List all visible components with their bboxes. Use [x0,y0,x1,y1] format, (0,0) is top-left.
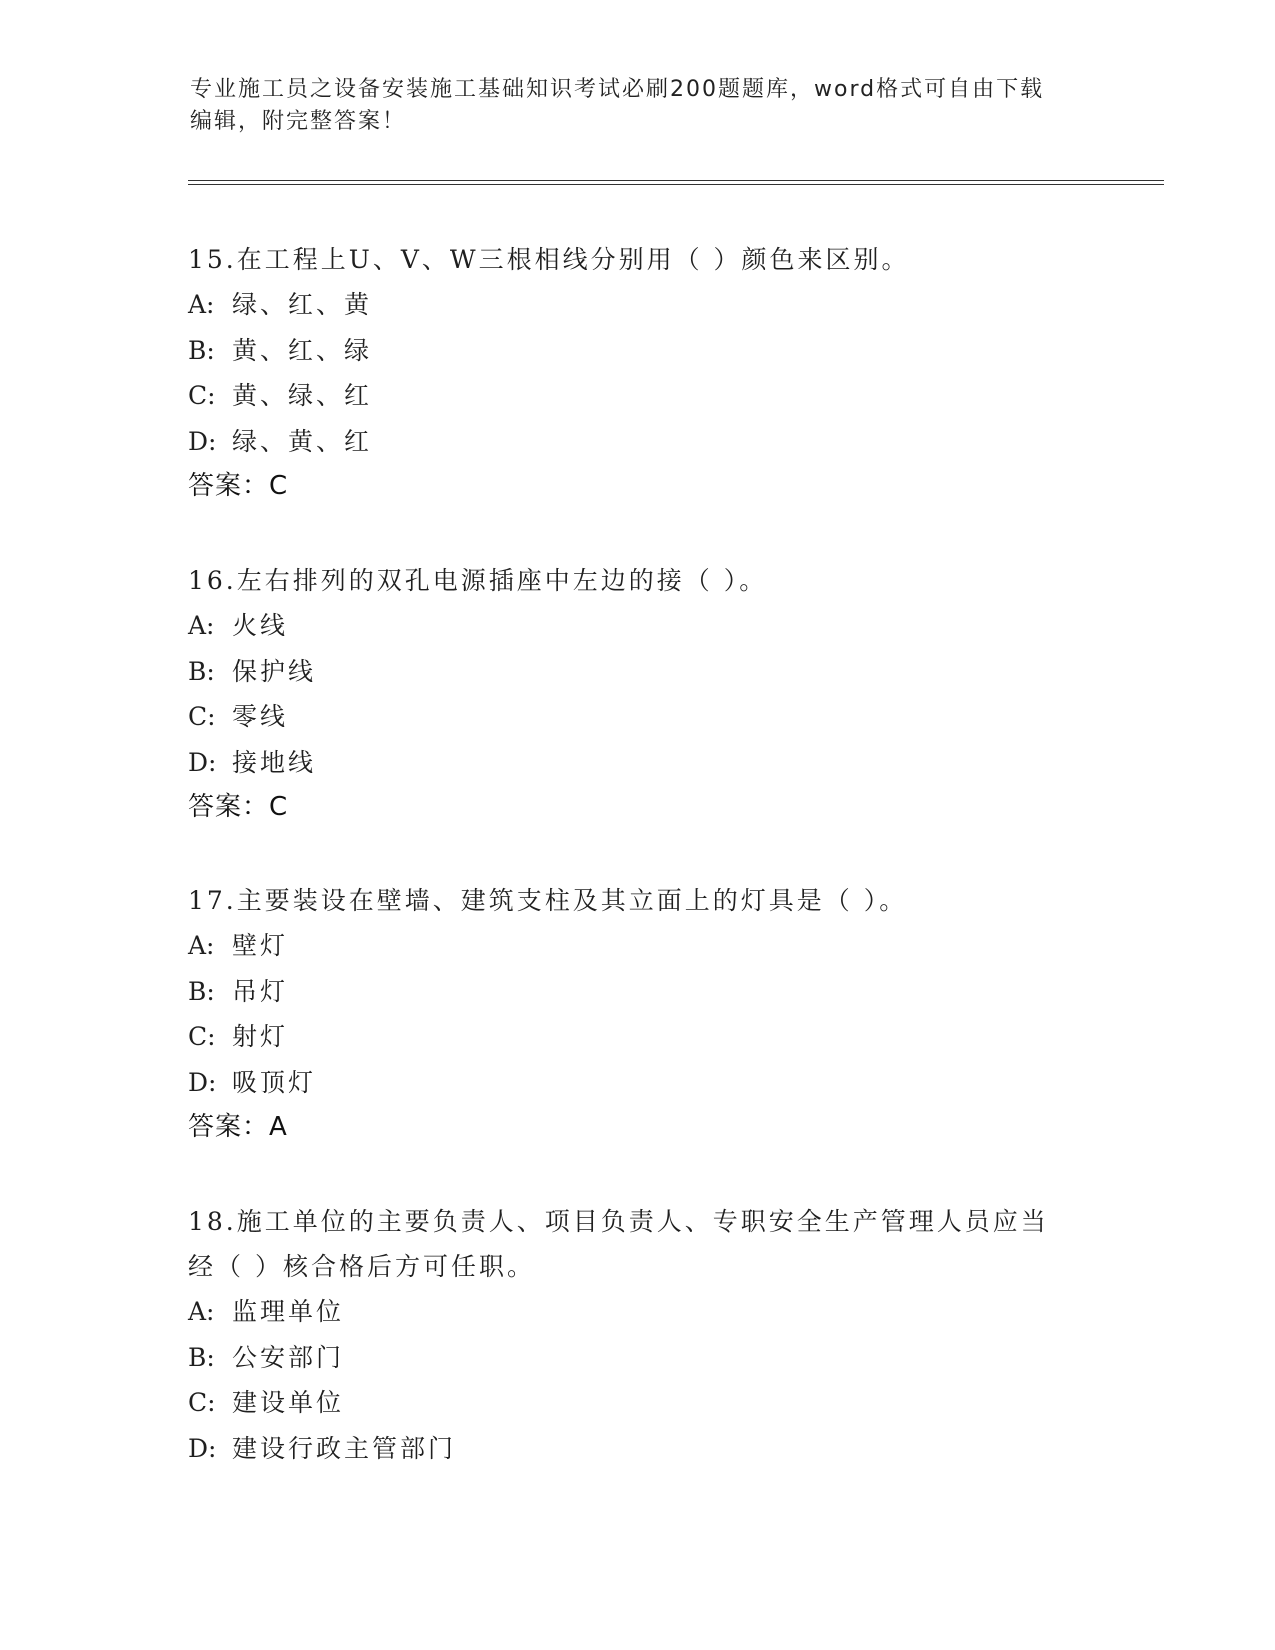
option-key: A: [188,1297,215,1326]
option-text: 保护线 [232,656,317,686]
option-key: A: [188,611,215,640]
option-text: 接地线 [232,747,317,777]
option-text: 火线 [232,611,289,640]
question-18 [188,1199,1108,1471]
question-title-line-1: 18.施工单位的主要负责人、项目负责人、专职安全生产管理人员应当 [188,1207,1049,1236]
option-text: 壁灯 [232,931,289,960]
option-key: C: [188,1022,216,1051]
option-a [188,923,1108,969]
option-c [188,1014,1108,1060]
option-a [188,1289,1108,1335]
header-line-2: 编辑，附完整答案！ [190,109,407,134]
option-text: 绿、黄、红 [232,426,373,456]
question-title-line-2: 经（ ）核合格后方可任职。 [188,1252,535,1281]
answer-line: 答案：C [188,471,289,501]
document-header [190,74,1090,138]
option-b [188,1335,1108,1381]
option-text: 射灯 [232,1022,289,1051]
option-key: D: [188,426,217,456]
header-line-1: 专业施工员之设备安装施工基础知识考试必刷200题题库，word格式可自由下载 [190,77,1045,102]
option-key: D: [188,1067,217,1097]
option-text: 吸顶灯 [232,1067,317,1097]
option-key: D: [188,1433,217,1463]
option-d [188,1426,1108,1472]
option-d [188,740,1108,786]
option-a [188,282,1108,328]
option-text: 吊灯 [232,976,289,1006]
option-text: 绿、红、黄 [232,290,373,319]
option-key: B: [188,335,215,365]
option-key: A: [188,931,215,960]
header-divider-bottom [188,184,1164,185]
question-16 [188,558,1108,830]
option-text: 监理单位 [232,1297,345,1326]
option-d [188,1060,1108,1106]
header-divider-top [188,180,1164,181]
option-d [188,419,1108,465]
option-key: B: [188,656,215,686]
option-c [188,373,1108,419]
option-c [188,694,1108,740]
option-text: 零线 [232,702,289,731]
option-key: C: [188,702,216,731]
option-key: D: [188,747,217,777]
option-key: B: [188,1342,215,1372]
question-title: 16.左右排列的双孔电源插座中左边的接（ ）。 [188,566,768,595]
option-key: B: [188,976,215,1006]
option-key: A: [188,290,215,319]
answer-line: 答案：A [188,1112,288,1142]
answer-line: 答案：C [188,792,289,822]
option-text: 建设单位 [232,1388,345,1417]
option-b [188,649,1108,695]
option-b [188,328,1108,374]
option-text: 公安部门 [232,1342,345,1372]
question-17 [188,878,1108,1150]
option-text: 建设行政主管部门 [232,1433,457,1463]
option-text: 黄、红、绿 [232,335,373,365]
question-title: 17.主要装设在壁墙、建筑支柱及其立面上的灯具是（ ）。 [188,886,908,915]
option-b [188,969,1108,1015]
question-title: 15.在工程上U、V、W三根相线分别用（ ）颜色来区别。 [188,245,910,274]
option-key: C: [188,1388,216,1417]
question-15 [188,237,1108,509]
option-text: 黄、绿、红 [232,381,373,410]
option-key: C: [188,381,216,410]
option-a [188,603,1108,649]
option-c [188,1380,1108,1426]
